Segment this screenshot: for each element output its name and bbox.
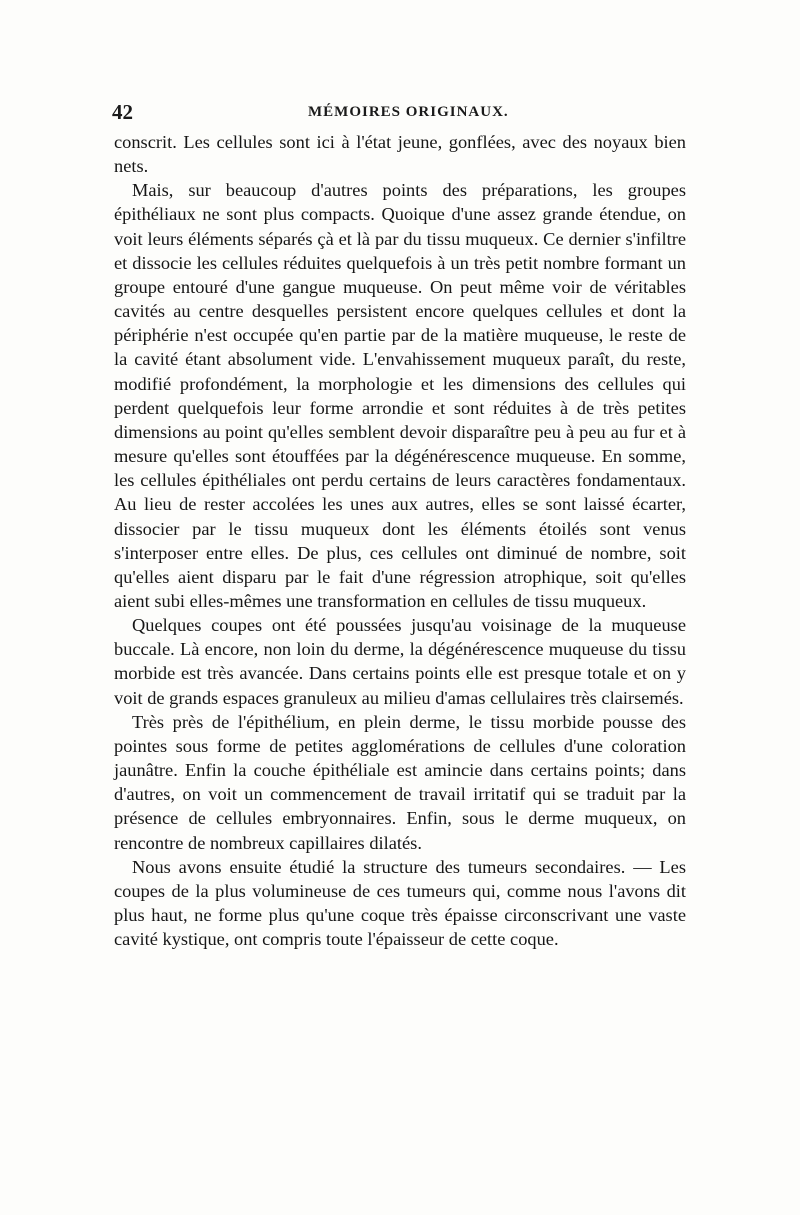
paragraph: conscrit. Les cellules sont ici à l'état jeune, gonflées, avec des noyaux bien nets. [114,132,686,177]
page-header [112,100,687,126]
body-text [114,130,686,951]
paragraph: Mais, sur beaucoup d'autres points des préparations, les groupes épithéliaux ne sont plus compacts. Quoique d'une assez grande étendue, on voit leurs éléments séparés çà et là par du tissu muqueux. Ce dernier s'infiltre et dissocie les cellules réduites quelquefois à un très petit nombre formant un groupe entouré d'une gangue muqueuse. On peut même voir de véritables cavités au centre desquelles persistent encore quelques cellules et dont la périphérie n'est occupée qu'en partie par de la matière muqueuse, le reste de la cavité étant absolument vide. L'envahissement muqueux paraît, du reste, modifié profondément, la morphologie et les dimensions des cellules qui perdent quelquefois leur forme arrondie et sont réduites à de très petites dimensions au point qu'elles semblent devoir disparaître peu à peu au fur et à mesure qu'elles sont étouffées par la dégénérescence muqueuse. En somme, les cellules épithéliales ont perdu certains de leurs caractères fondamentaux. Au lieu de rester accolées les unes aux autres, elles se sont laissé écarter, dissocier par le tissu muqueux dont les éléments étoilés sont venus s'interposer entre elles. De plus, ces cellules ont diminué de nombre, soit qu'elles aient disparu par le fait d'une régression atrophique, soit qu'elles aient subi elles-mêmes une transformation en cellules de tissu muqueux. [114,180,686,611]
running-title: MÉMOIRES ORIGINAUX. [308,104,509,120]
paragraph: Quelques coupes ont été poussées jusqu'au voisinage de la muqueuse buccale. Là encore, non loin du derme, la dégénérescence muqueuse du tissu morbide est très avancée. Dans certains points elle est presque totale et on y voit de grands espaces granuleux au milieu d'amas cellulaires très clairsemés. [114,615,686,708]
paragraph: Nous avons ensuite étudié la structure des tumeurs secondaires. — Les coupes de la plus volumineuse de ces tumeurs qui, comme nous l'avons dit plus haut, ne forme plus qu'une coque très épaisse circonscrivant une vaste cavité kystique, ont compris toute l'épaisseur de cette coque. [114,856,686,950]
page-number: 42 [112,100,133,124]
paragraph: Très près de l'épithélium, en plein derme, le tissu morbide pousse des pointes sous forme de petites agglomérations de cellules d'une coloration jaunâtre. Enfin la couche épithéliale est amincie dans certains points; dans d'autres, on voit un commencement de travail irritatif qui se traduit par la présence de cellules embryonnaires. Enfin, sous le derme muqueux, on rencontre de nombreux capillaires dilatés. [114,711,686,853]
